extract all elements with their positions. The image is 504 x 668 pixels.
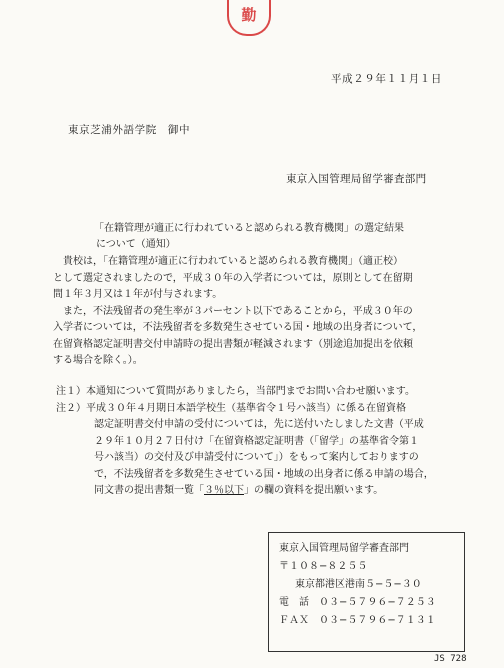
- body-line: 間１年３月又は１年が付与されます。: [53, 289, 223, 300]
- body-line: また，不法残留者の発生率が３パーセント以下であることから，平成３０年の: [53, 305, 413, 317]
- note-line: ２９年１０月２７日付け「在留資格認定証明書（「留学」の基準省令第１: [94, 435, 419, 447]
- note-line: 認定証明書交付申請の受付については，先に送付いたしました文書（平成: [94, 419, 424, 430]
- body-line: 入学者については，不法残留者を多数発生させている国・地域の出身者について，: [53, 322, 423, 333]
- body-line: 在留資格認定証明書交付申請時の提出書類が軽減されます（別途追加提出を依頼: [53, 338, 413, 350]
- note-line: で，不法残留者を多数発生させている国・地域の出身者に係る申請の場合，: [94, 468, 434, 480]
- note-line: 注２）平成３０年４月期日本語学校生（基準省令１号ハ該当）に係る在留資格: [56, 402, 406, 414]
- contact-office: 東京入国管理局留学審査部門: [279, 543, 409, 554]
- note-text: 」の欄の資料を提出願います。: [244, 485, 384, 496]
- body-line: 貴校は，「在籍管理が適正に行われていると認められる教育機関」（適正校）: [53, 256, 403, 267]
- note-line-last: [56, 483, 496, 500]
- footer-code: JS 728: [434, 654, 467, 664]
- subject-line-1: 「在籍管理が適正に行われていると認められる教育機関」の選定結果: [94, 223, 404, 234]
- sender: 東京入国管理局留学審査部門: [286, 173, 427, 185]
- note-line: 号ハ該当）の交付及び申請受付について」）をもって案内しておりますの: [94, 452, 419, 463]
- body-text: [53, 254, 493, 370]
- note-line: 注１）本通知について質問がありましたら，当部門までお問い合わせ願います。: [56, 386, 415, 397]
- subject-line-2: について（通知）: [96, 239, 176, 250]
- contact-postal: 〒１０８−８２５５: [279, 561, 368, 572]
- body-line: する場合を除く。）。: [53, 355, 143, 366]
- contact-box: [268, 532, 465, 652]
- seal-stamp: 勤: [227, 0, 271, 36]
- issue-date: 平成２９年１１月１日: [331, 73, 442, 85]
- contact-tel: 電 話 ０３−５７９６−７２５３: [279, 597, 436, 608]
- body-line: として選定されましたので，平成３０年の入学者については，原則として在留期: [53, 272, 413, 284]
- contact-fax: ＦＡＸ ０３−５７９６−７１３１: [279, 615, 436, 626]
- note-text: 同文書の提出書類一覧「: [94, 485, 204, 496]
- contact-address: 東京都港区港南５−５−３０: [295, 579, 422, 590]
- subject: [94, 221, 494, 253]
- emphasized-threshold: ３％以下: [204, 485, 244, 496]
- addressee: 東京芝浦外語学院 御中: [68, 124, 191, 136]
- notes: [56, 384, 496, 500]
